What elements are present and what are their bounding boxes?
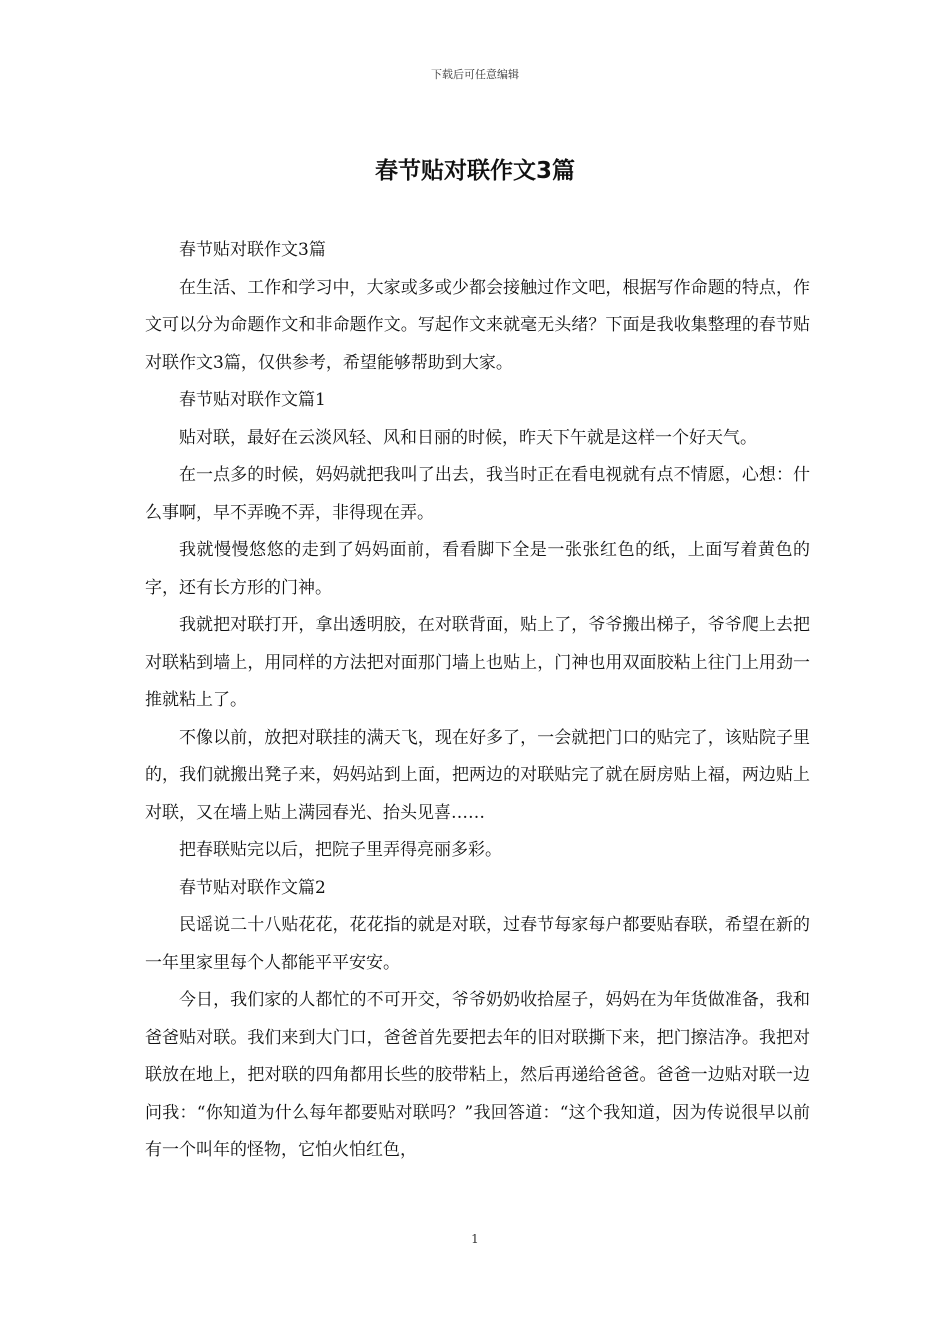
page-number: 1 [471, 1232, 479, 1246]
paragraph-subtitle: 春节贴对联作文3篇 [179, 240, 326, 260]
paragraph: 把春联贴完以后，把院子里弄得亮丽多彩。 [179, 840, 502, 860]
paragraph: 今日，我们家的人都忙的不可开交，爷爷奶奶收拾屋子，妈妈在为年货做准备，我和爸爸贴对联。我们来到大门口，爸爸首先要把去年的旧对联撕下来，把门擦洁净。我把对联放在地上，把对联的四角都用长些的胶带粘上，然后再递给爸爸。爸爸一边贴对联一边问我：“你知道为什么每年都要贴对联吗？”我回答道：“这个我知道，因为传说很早以前有一个叫年的怪物，它怕火怕红色， [145, 990, 810, 1160]
paragraph: 我就慢慢悠悠的走到了妈妈面前，看看脚下全是一张张红色的纸，上面写着黄色的字，还有长方形的门神。 [145, 540, 810, 598]
section-heading-1: 春节贴对联作文篇1 [179, 390, 326, 410]
paragraph: 贴对联，最好在云淡风轻、风和日丽的时候，昨天下午就是这样一个好天气。 [179, 427, 757, 448]
document-title: 春节贴对联作文3篇 [374, 158, 575, 184]
section-heading-2: 春节贴对联作文篇2 [179, 877, 326, 898]
paragraph: 我就把对联打开，拿出透明胶，在对联背面，贴上了，爷爷搬出梯子，爷爷爬上去把对联粘到墙上，用同样的方法把对面那门墙上也贴上，门神也用双面胶粘上往门上用劲一推就粘上了。 [145, 615, 810, 710]
paragraph: 民谣说二十八贴花花，花花指的就是对联，过春节每家每户都要贴春联，希望在新的一年里家里每个人都能平平安安。 [145, 915, 810, 973]
paragraph: 在一点多的时候，妈妈就把我叫了出去，我当时正在看电视就有点不情愿，心想：什么事啊，早不弄晚不弄，非得现在弄。 [145, 465, 810, 523]
paragraph-intro: 在生活、工作和学习中，大家或多或少都会接触过作文吧，根据写作命题的特点，作文可以分为命题作文和非命题作文。写起作文来就毫无头绪？下面是我收集整理的春节贴对联作文3篇，仅供参考，希望能够帮助到大家。 [145, 277, 810, 373]
header-note: 下载后可任意编辑 [431, 68, 519, 81]
paragraph: 不像以前，放把对联挂的满天飞，现在好多了，一会就把门口的贴完了，该贴院子里的，我们就搬出凳子来，妈妈站到上面，把两边的对联贴完了就在厨房贴上福，两边贴上对联，又在墙上贴上满园春光、抬头见喜…… [145, 727, 810, 823]
document-body [145, 232, 810, 1170]
